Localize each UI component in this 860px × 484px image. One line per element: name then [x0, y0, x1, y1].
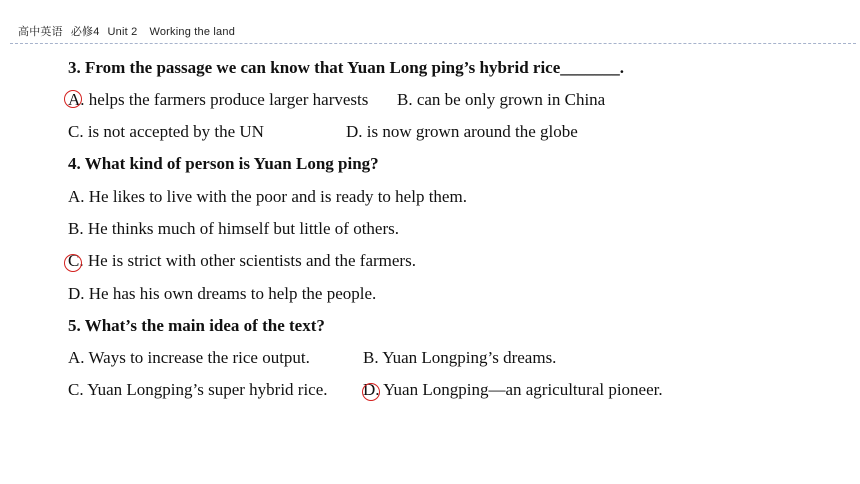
question-5-stem: 5. What’s the main idea of the text?	[68, 316, 325, 335]
question-5-option-a[interactable]: A. Ways to increase the rice output.	[68, 348, 310, 367]
answer-mark-circle-q4	[64, 254, 82, 272]
question-3-option-d[interactable]: D. is now grown around the globe	[346, 122, 578, 141]
question-4-option-c[interactable]: C. He is strict with other scientists and the farmers.	[68, 251, 416, 270]
header-topic: Working the land	[149, 26, 236, 38]
question-5-option-c[interactable]: C. Yuan Longping’s super hybrid rice.	[68, 380, 328, 399]
question-4-option-d[interactable]: D. He has his own dreams to help the people.	[68, 284, 377, 303]
question-4-stem: 4. What kind of person is Yuan Long ping?	[68, 154, 379, 173]
header-unit: Unit 2	[107, 26, 138, 38]
header-module: 必修4	[70, 26, 100, 38]
question-3-option-b[interactable]: B. can be only grown in China	[397, 90, 606, 109]
question-5-option-d[interactable]: D. Yuan Longping—an agricultural pioneer.	[363, 380, 663, 399]
question-5-options-row-1	[68, 348, 557, 368]
question-3-option-c[interactable]: C. is not accepted by the UN	[68, 122, 264, 141]
question-3-stem: 3. From the passage we can know that Yuan Long ping’s hybrid rice_______.	[68, 58, 625, 77]
header-divider	[10, 43, 856, 44]
header-book: 高中英语	[18, 26, 63, 38]
question-5-option-b[interactable]: B. Yuan Longping’s dreams.	[363, 348, 557, 367]
question-3-option-a[interactable]: A. helps the farmers produce larger harvests	[68, 90, 369, 109]
answer-mark-circle-q3	[64, 90, 82, 108]
question-4-option-b[interactable]: B. He thinks much of himself but little of others.	[68, 219, 399, 238]
answer-mark-circle-q5	[362, 383, 380, 401]
question-5-options-row-2	[68, 380, 663, 400]
question-3-options-row-1	[68, 90, 606, 110]
question-4-option-a[interactable]: A. He likes to live with the poor and is ready to help them.	[68, 187, 467, 206]
question-3-options-row-2	[68, 122, 578, 142]
header	[18, 23, 243, 39]
